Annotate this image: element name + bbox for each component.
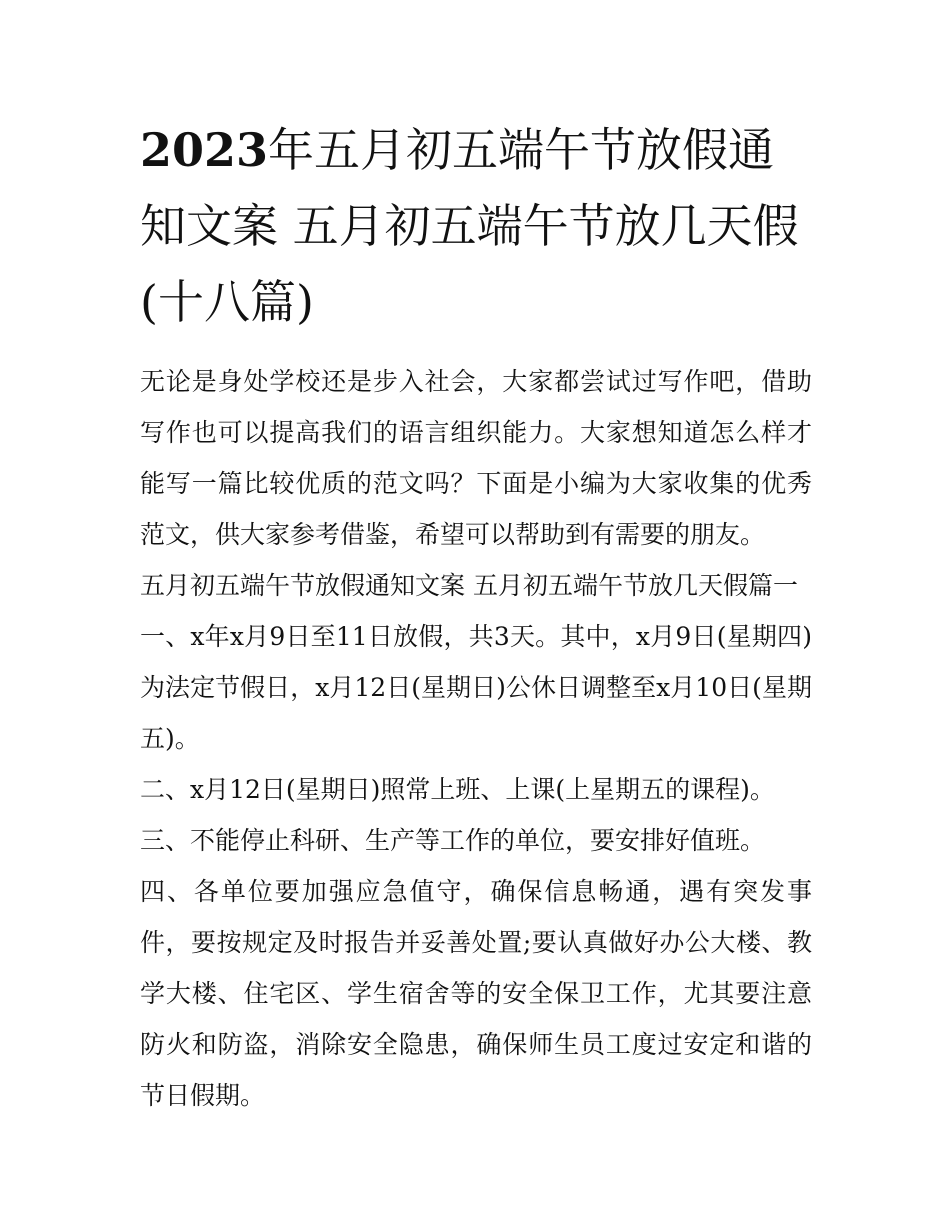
section-heading: 五月初五端午节放假通知文案 五月初五端午节放几天假篇一: [140, 571, 798, 600]
list-item-2: 二、x月12日(星期日)照常上班、上课(上星期五的课程)。: [140, 775, 775, 804]
intro-paragraph: 无论是身处学校还是步入社会，大家都尝试过写作吧，借助写作也可以提高我们的语言组织能力。大家想知道怎么样才能写一篇比较优质的范文吗？下面是小编为大家收集的优秀范文，供大家参考借鉴，希望可以帮助到有需要的朋友。: [140, 367, 812, 549]
list-item-1: 一、x年x月9日至11日放假，共3天。其中，x月9日(星期四)为法定节假日，x月12日(星期日)公休日调整至x月10日(星期五)。: [140, 622, 812, 753]
title-text: 年五月初五端午节放假通知文案 五月初五端午节放几天假(十八篇): [140, 123, 799, 329]
list-item-3: 三、不能停止科研、生产等工作的单位，要安排好值班。: [140, 826, 766, 855]
document-title: [140, 112, 820, 340]
title-year: 2023: [140, 123, 269, 177]
list-item-4: 四、各单位要加强应急值守，确保信息畅通，遇有突发事件，要按规定及时报告并妥善处置;要认真做好办公大楼、教学大楼、住宅区、学生宿舍等的安全保卫工作，尤其要注意防火和防盗，消除安全隐患，确保师生员工度过安定和谐的节日假期。: [140, 877, 812, 1110]
document-body: [140, 356, 812, 1121]
